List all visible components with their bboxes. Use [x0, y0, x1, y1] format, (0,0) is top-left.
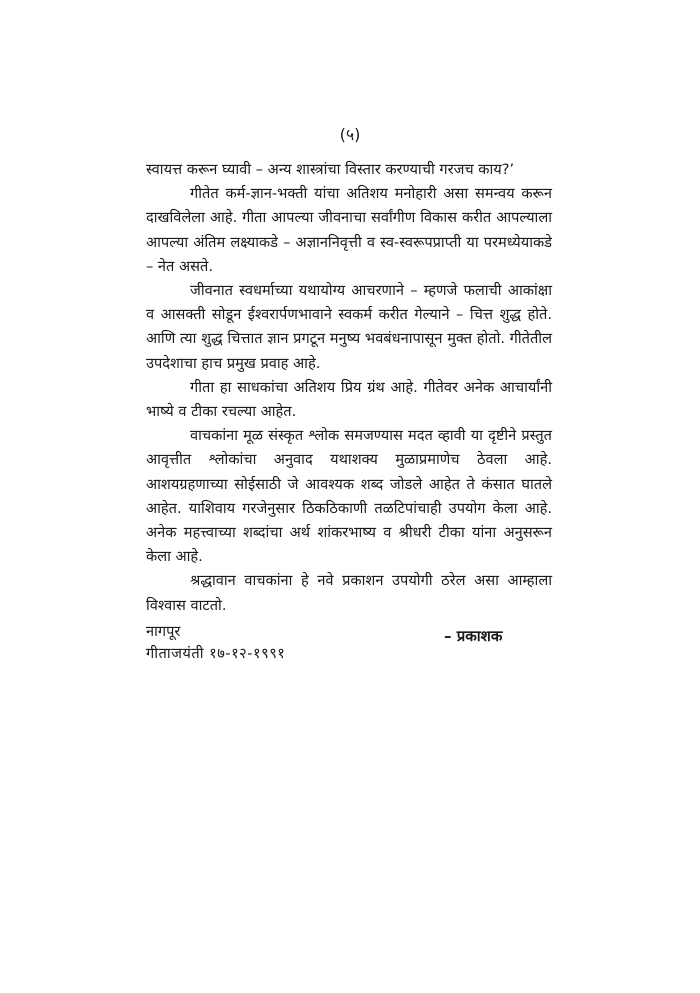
paragraph-1: स्वायत्त करून घ्यावी – अन्य शास्त्रांचा विस्तार करण्याची गरजच काय?’ — [146, 161, 515, 178]
paragraph-2: गीतेत कर्म-ज्ञान-भक्ती यांचा अतिशय मनोहारी असा समन्वय करून दाखविलेला आहे. गीता आपल्या जीवनाचा सर्वांगीण विकास करीत आपल्याला आपल्या अंतिम लक्ष्याकडे – अज्ञाननिवृत्ती व स्व-स्वरूपप्राप्ती या परमध्येयाकडे – नेत असते. — [146, 185, 552, 275]
signoff-publisher: – प्रकाशक — [444, 627, 503, 645]
paragraph-5: वाचकांना मूळ संस्कृत श्लोक समजण्यास मदत व्हावी या दृष्टीने प्रस्तुत आवृत्तीत श्लोकांचा अनुवाद यथाशक्य मुळाप्रमाणेच ठेवला आहे. आशयग्रहणाच्या सोईसाठी जे आवश्यक शब्द जोडले आहेत ते कंसात घातले आहेत. याशिवाय गरजेनुसार ठिकठिकाणी तळटिपांचाही उपयोग केला आहे. अनेक महत्त्वाच्या शब्दांचा अर्थ शांकरभाष्य व श्रीधरी टीका यांना अनुसरून केला आहे. — [146, 427, 552, 566]
signoff-date: गीताजयंती १७-१२-१९९१ — [146, 645, 286, 662]
paragraph-6: श्रद्धावान वाचकांना हे नवे प्रकाशन उपयोगी ठरेल असा आम्हाला विश्वास वाटतो. — [146, 572, 552, 614]
paragraph-3: जीवनात स्वधर्माच्या यथायोग्य आचरणाने – म्हणजे फलाची आकांक्षा व आसक्ती सोडून ईश्वरार्पणभावाने स्वकर्म करीत गेल्याने – चित्त शुद्ध होते. आणि त्या शुद्ध चित्तात ज्ञान प्रगटून मनुष्य भवबंधनापासून मुक्त होतो. गीतेतील उपदेशाचा हाच प्रमुख प्रवाह आहे. — [146, 282, 552, 372]
page-number: (५) — [339, 125, 361, 144]
paragraph-4: गीता हा साधकांचा अतिशय प्रिय ग्रंथ आहे. गीतेवर अनेक आचार्यांनी भाष्ये व टीका रचल्या आहेत. — [146, 378, 552, 421]
signoff-place: नागपूर — [146, 623, 181, 640]
body-text — [146, 158, 552, 618]
